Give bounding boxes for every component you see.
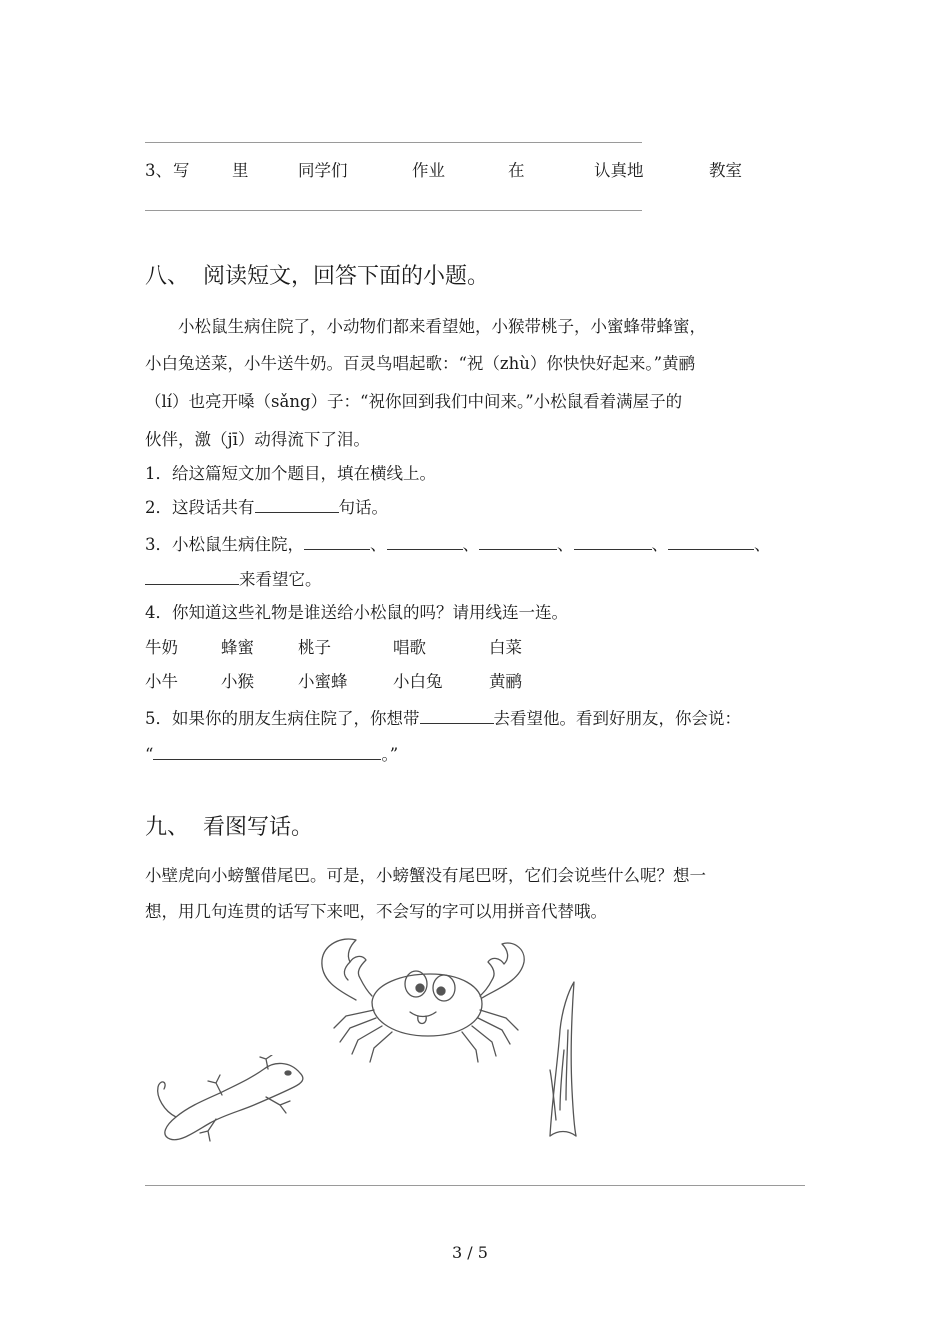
gift-item[interactable]: 唱歌	[393, 638, 426, 657]
question-text: 5．如果你的朋友生病住院了，你想带	[145, 709, 420, 728]
gift-item[interactable]: 白菜	[489, 638, 522, 657]
separator: 、	[370, 535, 387, 554]
fill-blank[interactable]	[479, 535, 557, 550]
question-text: 2．这段话共有	[145, 498, 255, 517]
question-text: 句话。	[338, 498, 388, 517]
separator: 、	[557, 535, 574, 554]
fill-blank[interactable]	[387, 535, 463, 550]
gift-item[interactable]: 桃子	[298, 638, 331, 657]
question-5-answer	[145, 741, 398, 765]
passage-line: （lí）也亮开嗓（sǎng）子：“祝你回到我们中间来。”小松鼠看着满屋子的	[145, 392, 683, 411]
answer-line	[145, 142, 642, 143]
question-text: 3．小松鼠生病住院，	[145, 535, 304, 554]
word-order-question	[145, 157, 785, 181]
fill-blank[interactable]	[255, 498, 339, 513]
prompt-line: 想，用几句连贯的话写下来吧，不会写的字可以用拼音代替哦。	[145, 902, 607, 921]
word-card: 里	[232, 161, 249, 180]
separator: 、	[462, 535, 479, 554]
fill-blank[interactable]	[304, 535, 370, 550]
gift-item[interactable]: 蜂蜜	[221, 638, 254, 657]
word-card: 作业	[412, 161, 445, 180]
page-number: 3 / 5	[452, 1243, 488, 1262]
section-title: 八、 阅读短文，回答下面的小题。	[145, 264, 489, 289]
question-3	[145, 531, 771, 555]
prompt-line: 小壁虎向小螃蟹借尾巴。可是，小螃蟹没有尾巴呀，它们会说些什么呢？想一	[145, 866, 706, 885]
grass-illustration	[540, 980, 590, 1140]
passage-line: 伙伴，激（jī）动得流下了泪。	[145, 430, 370, 449]
question-number: 3、	[145, 161, 172, 180]
quote-mark: “	[145, 745, 154, 764]
fill-blank[interactable]	[145, 570, 239, 585]
word-card: 写	[173, 161, 190, 180]
question-3-continued	[145, 566, 322, 590]
gecko-illustration	[150, 1055, 320, 1155]
word-card: 教室	[709, 161, 742, 180]
word-card: 认真地	[594, 161, 644, 180]
fill-blank[interactable]	[153, 745, 381, 760]
gift-row	[145, 634, 645, 658]
question-1: 1．给这篇短文加个题目，填在横线上。	[145, 464, 436, 483]
passage-line: 小白兔送菜，小牛送牛奶。百灵鸟唱起歌：“祝（zhù）你快快好起来。”黄鹂	[145, 354, 696, 373]
giver-item[interactable]: 小牛	[145, 672, 178, 691]
fill-blank[interactable]	[420, 709, 494, 724]
question-2	[145, 494, 388, 518]
giver-item[interactable]: 黄鹂	[489, 672, 522, 691]
separator: 、	[754, 535, 771, 554]
answer-line	[145, 1185, 805, 1186]
giver-row	[145, 668, 645, 692]
question-text: 去看望他。看到好朋友，你会说：	[493, 709, 741, 728]
question-5	[145, 705, 741, 729]
word-card: 在	[508, 161, 525, 180]
giver-item[interactable]: 小白兔	[393, 672, 443, 691]
crab-illustration	[312, 932, 552, 1072]
quote-mark: 。”	[381, 745, 399, 764]
giver-item[interactable]: 小蜜蜂	[298, 672, 348, 691]
passage-line: 小松鼠生病住院了，小动物们都来看望她，小猴带桃子，小蜜蜂带蜂蜜，	[178, 317, 706, 336]
fill-blank[interactable]	[668, 535, 754, 550]
fill-blank[interactable]	[574, 535, 652, 550]
giver-item[interactable]: 小猴	[221, 672, 254, 691]
gift-item[interactable]: 牛奶	[145, 638, 178, 657]
separator: 、	[651, 535, 668, 554]
question-4: 4．你知道这些礼物是谁送给小松鼠的吗？请用线连一连。	[145, 603, 568, 622]
word-card: 同学们	[298, 161, 348, 180]
question-text: 来看望它。	[239, 570, 322, 589]
section-title: 九、 看图写话。	[145, 815, 313, 840]
answer-line	[145, 210, 642, 211]
